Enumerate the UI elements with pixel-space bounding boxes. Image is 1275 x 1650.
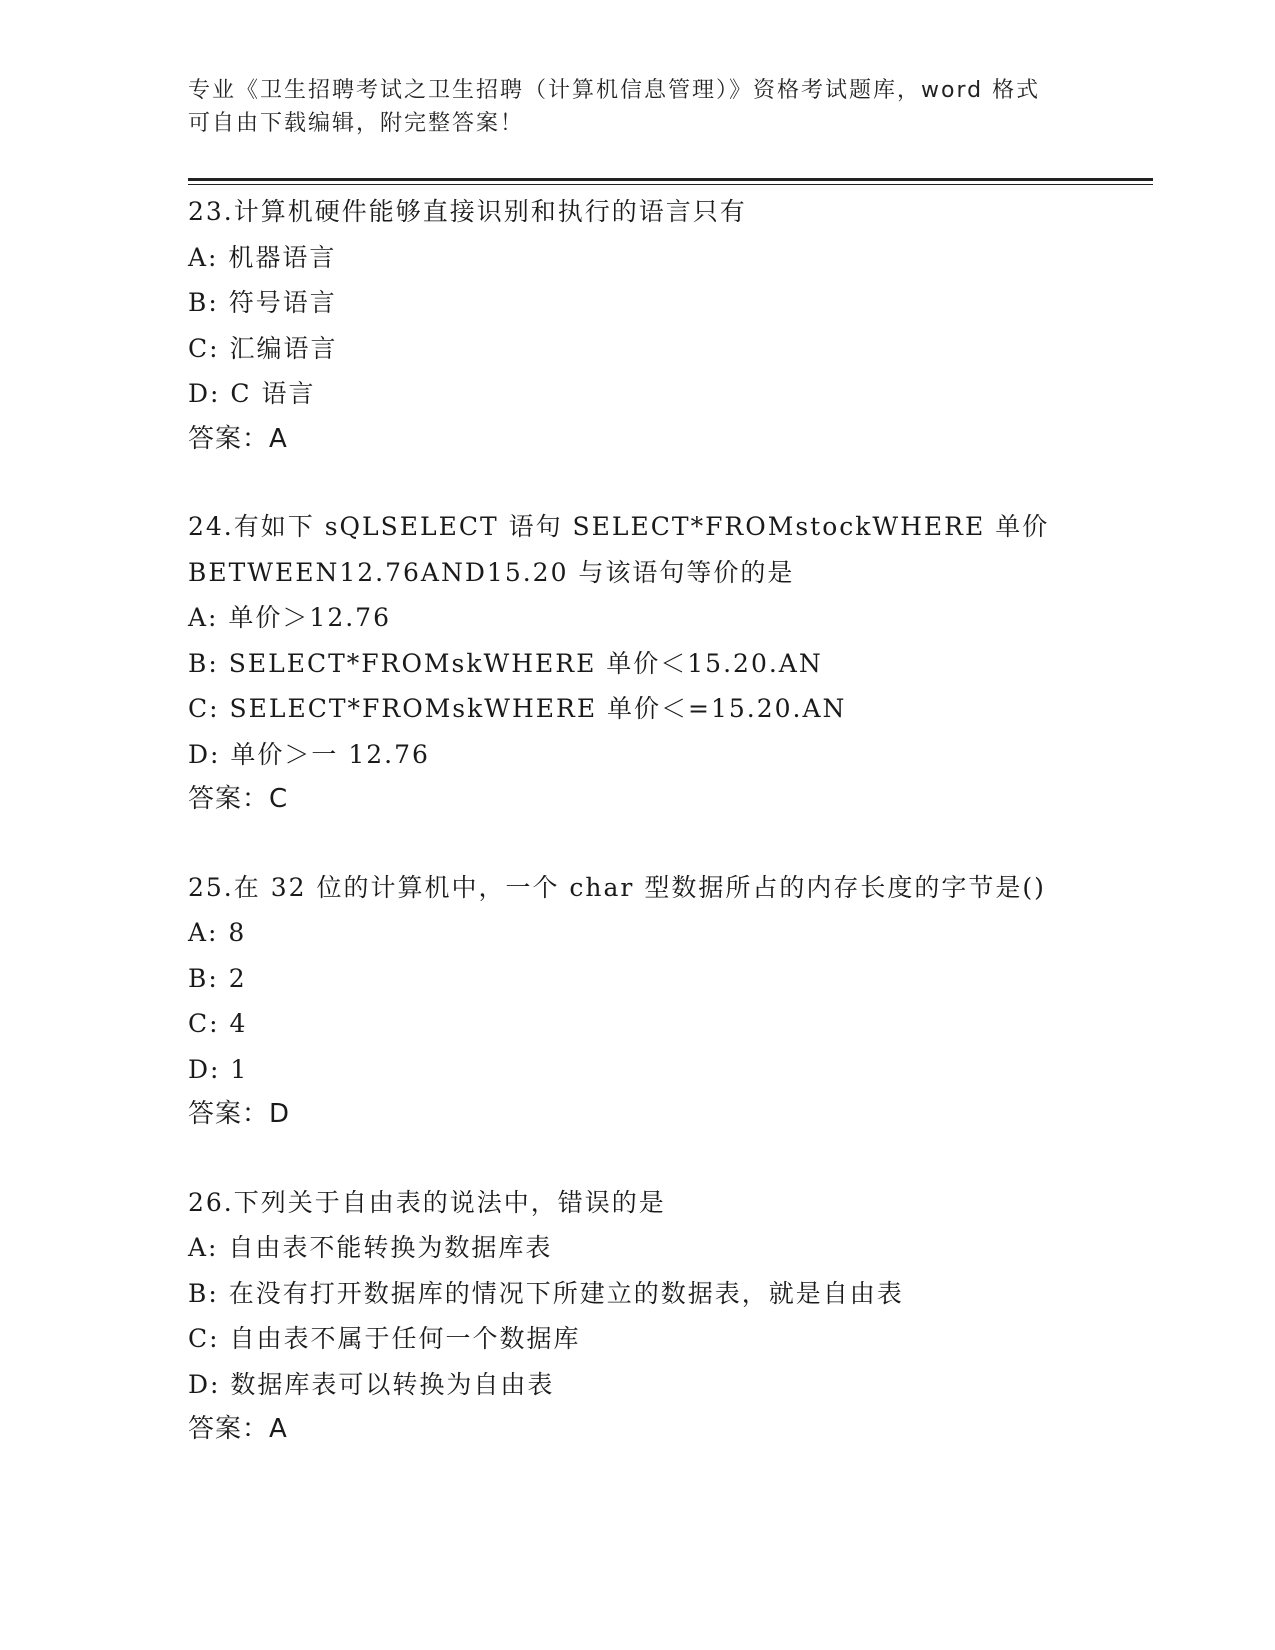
option-b: B: 2: [188, 963, 247, 993]
option-c: C: 汇编语言: [188, 333, 338, 363]
header-line-2: 可自由下载编辑，附完整答案！: [188, 111, 525, 136]
header-rule-thin: [188, 184, 1153, 185]
question-stem: 23.计算机硬件能够直接识别和执行的语言只有: [188, 197, 747, 226]
answer: 答案：A: [188, 1414, 288, 1444]
answer: 答案：C: [188, 784, 289, 814]
question-25: [188, 865, 1148, 1138]
question-gap: [188, 823, 1148, 865]
question-23: [188, 189, 1148, 462]
option-b: B: 在没有打开数据库的情况下所建立的数据表，就是自由表: [188, 1278, 904, 1308]
question-gap: [188, 462, 1148, 504]
question-26: [188, 1180, 1148, 1453]
option-a: A: 机器语言: [188, 242, 337, 272]
option-a: A: 8: [188, 918, 247, 947]
question-gap: [188, 1138, 1148, 1180]
option-c: C: 4: [188, 1009, 248, 1038]
document-header: [188, 74, 1088, 140]
option-c: C: 自由表不属于任何一个数据库: [188, 1324, 581, 1353]
option-c: C: SELECT*FROMskWHERE 单价＜=15.20.AN: [188, 694, 847, 723]
option-d: D: 1: [188, 1054, 249, 1084]
answer: 答案：A: [188, 423, 288, 454]
question-stem: 25.在 32 位的计算机中，一个 char 型数据所占的内存长度的字节是(): [188, 872, 1046, 902]
header-line-1: 专业《卫生招聘考试之卫生招聘（计算机信息管理）》资格考试题库，word 格式: [188, 78, 1041, 103]
option-a: A: 单价＞12.76: [188, 603, 391, 632]
option-b: B: SELECT*FROMskWHERE 单价＜15.20.AN: [188, 648, 823, 678]
question-stem-continued: BETWEEN12.76AND15.20 与该语句等价的是: [188, 557, 795, 587]
question-24: [188, 504, 1148, 823]
header-rule-thick: [188, 178, 1153, 181]
question-list: [188, 189, 1148, 1453]
option-d: D: 数据库表可以转换为自由表: [188, 1369, 555, 1399]
option-b: B: 符号语言: [188, 288, 337, 317]
answer: 答案：D: [188, 1099, 291, 1129]
option-a: A: 自由表不能转换为数据库表: [188, 1233, 553, 1262]
question-stem: 26.下列关于自由表的说法中，错误的是: [188, 1187, 666, 1217]
question-stem: 24.有如下 sQLSELECT 语句 SELECT*FROMstockWHERE 单价: [188, 512, 1050, 541]
option-d: D: 单价＞一 12.76: [188, 739, 430, 769]
option-d: D: C 语言: [188, 379, 316, 408]
